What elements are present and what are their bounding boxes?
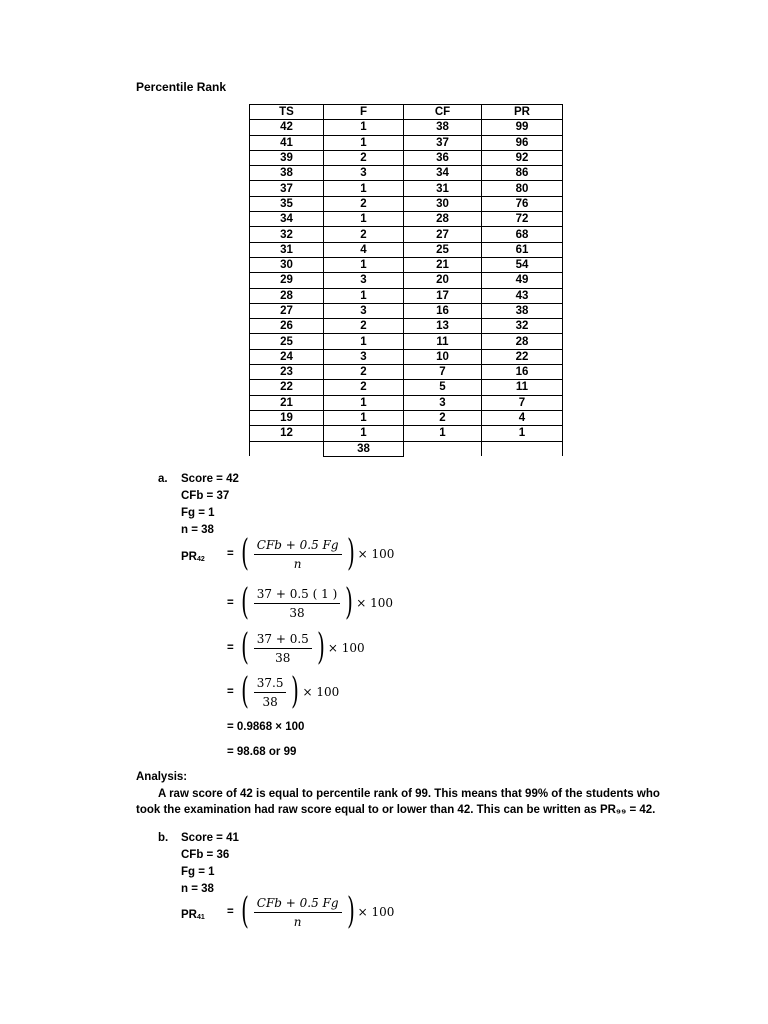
table-cell: 3: [324, 166, 404, 181]
table-row: [250, 334, 563, 349]
table-cell: 16: [482, 365, 563, 380]
table-cell: 36: [404, 150, 482, 165]
section-a-formula: = ( $\frac{\text{CFb + 0.5 Fg}}{n}$ ) × 100: [227, 533, 395, 574]
table-total-row: [250, 441, 563, 456]
table-cell: 3: [324, 303, 404, 318]
table-total-cell: [482, 441, 563, 456]
table-cell: 22: [250, 380, 324, 395]
table-row: [250, 166, 563, 181]
table-row: [250, 242, 563, 257]
section-a-marker: a.: [158, 473, 168, 485]
table-row: [250, 426, 563, 441]
table-row: [250, 212, 563, 227]
column-header: TS: [250, 105, 324, 120]
table-cell: 1: [324, 181, 404, 196]
table-cell: 61: [482, 242, 563, 257]
section-a-step2: = ( $\frac{37 + 0.5 ( 1 )}{38}$ ) × 100: [227, 582, 394, 623]
table-cell: 2: [324, 196, 404, 211]
section-b-cfb: CFb = 36: [181, 849, 230, 861]
section-a-fg: Fg = 1: [181, 507, 215, 519]
table-cell: 76: [482, 196, 563, 211]
table-cell: 34: [404, 166, 482, 181]
table-cell: 12: [250, 426, 324, 441]
section-a-step5: = 0.9868 × 100: [227, 721, 305, 733]
section-b-marker: b.: [158, 832, 169, 844]
table-cell: 5: [404, 380, 482, 395]
table-cell: 20: [404, 273, 482, 288]
table-cell: 49: [482, 273, 563, 288]
table-cell: 41: [250, 135, 324, 150]
table-cell: 13: [404, 319, 482, 334]
table-cell: 32: [482, 319, 563, 334]
table-cell: 3: [324, 273, 404, 288]
table-cell: 43: [482, 288, 563, 303]
table-total-cell: [250, 441, 324, 456]
table-cell: 30: [404, 196, 482, 211]
table-cell: 1: [324, 135, 404, 150]
section-b-pr-label: PR41: [181, 909, 205, 921]
table-cell: 35: [250, 196, 324, 211]
table-cell: 1: [324, 257, 404, 272]
table-cell: 34: [250, 212, 324, 227]
table-cell: 19: [250, 410, 324, 425]
table-cell: 21: [404, 257, 482, 272]
table-cell: 1: [324, 212, 404, 227]
table-cell: 38: [482, 303, 563, 318]
table-cell: 25: [404, 242, 482, 257]
table-cell: 11: [482, 380, 563, 395]
table-cell: 1: [324, 395, 404, 410]
table-row: [250, 349, 563, 364]
table-row: [250, 181, 563, 196]
table-row: [250, 120, 563, 135]
table-cell: 16: [404, 303, 482, 318]
table-row: [250, 135, 563, 150]
section-b-score: Score = 41: [181, 832, 239, 844]
table-row: [250, 395, 563, 410]
table-cell: 92: [482, 150, 563, 165]
table-cell: 1: [324, 120, 404, 135]
table-cell: 27: [250, 303, 324, 318]
section-a-n: n = 38: [181, 524, 214, 536]
table-cell: 3: [404, 395, 482, 410]
page-title: Percentile Rank: [136, 80, 227, 94]
table-cell: 37: [250, 181, 324, 196]
table-cell: 23: [250, 365, 324, 380]
table-cell: 11: [404, 334, 482, 349]
table-row: [250, 303, 563, 318]
table-cell: 38: [250, 166, 324, 181]
table-cell: 28: [482, 334, 563, 349]
table-row: [250, 410, 563, 425]
table-cell: 10: [404, 349, 482, 364]
table-cell: 32: [250, 227, 324, 242]
table-cell: 37: [404, 135, 482, 150]
table-cell: 68: [482, 227, 563, 242]
table-cell: 1: [324, 334, 404, 349]
table-row: [250, 288, 563, 303]
table-cell: 2: [404, 410, 482, 425]
table-cell: 28: [250, 288, 324, 303]
table-cell: 24: [250, 349, 324, 364]
table-cell: 27: [404, 227, 482, 242]
table-cell: 1: [482, 426, 563, 441]
table-cell: 2: [324, 150, 404, 165]
section-a-pr-label: PR42: [181, 551, 205, 563]
table-cell: 1: [404, 426, 482, 441]
table-cell: 2: [324, 319, 404, 334]
table-row: [250, 227, 563, 242]
table-total-cell: 38: [324, 441, 404, 456]
table-cell: 1: [324, 410, 404, 425]
table-cell: 4: [324, 242, 404, 257]
table-cell: 1: [324, 288, 404, 303]
table-cell: 2: [324, 380, 404, 395]
table-cell: 28: [404, 212, 482, 227]
analysis-heading: Analysis:: [136, 771, 188, 783]
column-header: CF: [404, 105, 482, 120]
column-header: PR: [482, 105, 563, 120]
section-b-fg: Fg = 1: [181, 866, 215, 878]
table-cell: 38: [404, 120, 482, 135]
section-b-formula: = ( $\frac{\text{CFb + 0.5 Fg}}{n}$ ) × 100: [227, 891, 395, 932]
table-row: [250, 150, 563, 165]
table-cell: 86: [482, 166, 563, 181]
table-cell: 17: [404, 288, 482, 303]
table-row: [250, 257, 563, 272]
analysis-paragraph: A raw score of 42 is equal to percentile rank of 99. This means that 99% of the students who took the examination had raw score equal to or lower than 42. This can be written as PR₉₉ = 42.: [136, 788, 660, 816]
table-cell: 7: [404, 365, 482, 380]
section-a-cfb: CFb = 37: [181, 490, 230, 502]
table-cell: 31: [404, 181, 482, 196]
table-cell: 21: [250, 395, 324, 410]
table-cell: 80: [482, 181, 563, 196]
table-row: [250, 319, 563, 334]
table-cell: 26: [250, 319, 324, 334]
table-cell: 39: [250, 150, 324, 165]
section-b-n: n = 38: [181, 883, 214, 895]
table-cell: 31: [250, 242, 324, 257]
table-row: [250, 365, 563, 380]
table-cell: 29: [250, 273, 324, 288]
percentile-rank-table: [249, 104, 563, 457]
table-cell: 54: [482, 257, 563, 272]
table-cell: 2: [324, 365, 404, 380]
table-cell: 4: [482, 410, 563, 425]
table-cell: 96: [482, 135, 563, 150]
table-header-row: [250, 105, 563, 120]
section-a-step4: = ( $\frac{37.5}{38}$ ) × 100: [227, 671, 340, 712]
section-a-step3: = ( $\frac{37 + 0.5}{38}$ ) × 100: [227, 627, 365, 668]
table-cell: 72: [482, 212, 563, 227]
table-total-cell: [404, 441, 482, 456]
table-row: [250, 196, 563, 211]
table-cell: 2: [324, 227, 404, 242]
table-cell: 42: [250, 120, 324, 135]
section-a-step6: = 98.68 or 99: [227, 746, 297, 758]
table-cell: 3: [324, 349, 404, 364]
table-cell: 1: [324, 426, 404, 441]
table-cell: 99: [482, 120, 563, 135]
table-cell: 25: [250, 334, 324, 349]
column-header: F: [324, 105, 404, 120]
table-cell: 7: [482, 395, 563, 410]
table-row: [250, 380, 563, 395]
table-cell: 22: [482, 349, 563, 364]
table-cell: 30: [250, 257, 324, 272]
section-a-score: Score = 42: [181, 473, 239, 485]
table-row: [250, 273, 563, 288]
